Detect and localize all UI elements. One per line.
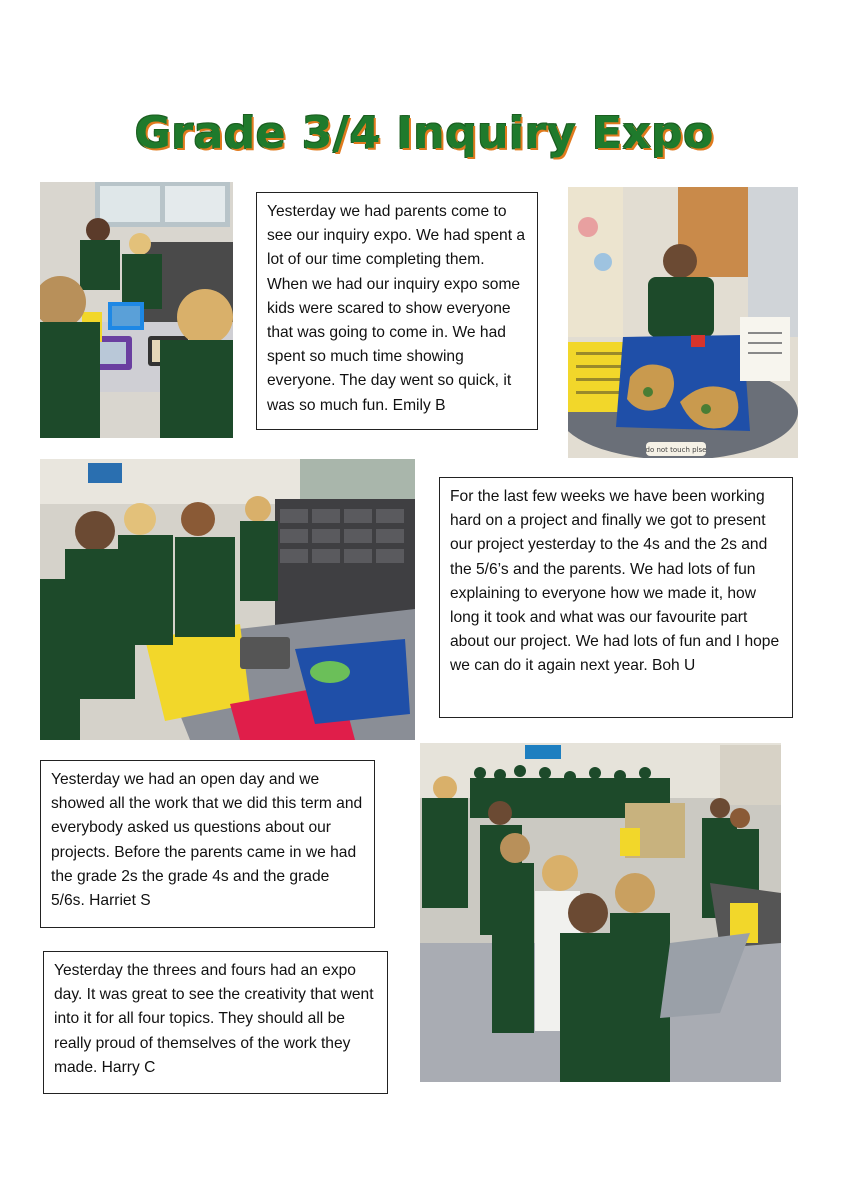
photo-students-gathered (40, 459, 415, 740)
emily-paragraph: Yesterday we had parents come to see our inquiry expo. We had spent a lot of our time completing them. When we had our inquiry expo some kids were scared to show everyone that was going to come in. We had spent so much time showing everyone. The day went so quick, it was so much fun. Emily B (267, 203, 526, 414)
photo-students-tablets (40, 182, 233, 438)
text-box-harriet (40, 760, 375, 928)
harriet-paragraph: Yesterday we had an open day and we showed all the work that we did this term and everybody asked us questions about our projects. Before the parents came in we had the grade 2s the grade 4s and the grade 5/6s. Harriet S (51, 771, 363, 910)
boh-paragraph: For the last few weeks we have been working hard on a project and finally we got to present our project yesterday to the 4s and the 2s and the 5/6’s and the parents. We had lots of fun explaining to everyone how we made it, how long it took and what was our favourite part about our project. We had lots of fun and I hope we can do it again next year. Boh U (450, 488, 780, 675)
page-title: Grade 3/4 Inquiry Expo (134, 108, 715, 159)
text-box-harry (43, 951, 388, 1094)
photo-crowded-classroom (420, 743, 781, 1082)
text-box-boh (439, 477, 793, 718)
text-box-emily (256, 192, 538, 430)
harry-paragraph: Yesterday the threes and fours had an expo day. It was great to see the creativity that went into it for all four topics. They should all be really proud of themselves of the work they made. Harry C (54, 962, 374, 1076)
do-not-touch-sign: do not touch plse (645, 446, 707, 454)
photo-island-map-project (568, 187, 798, 458)
